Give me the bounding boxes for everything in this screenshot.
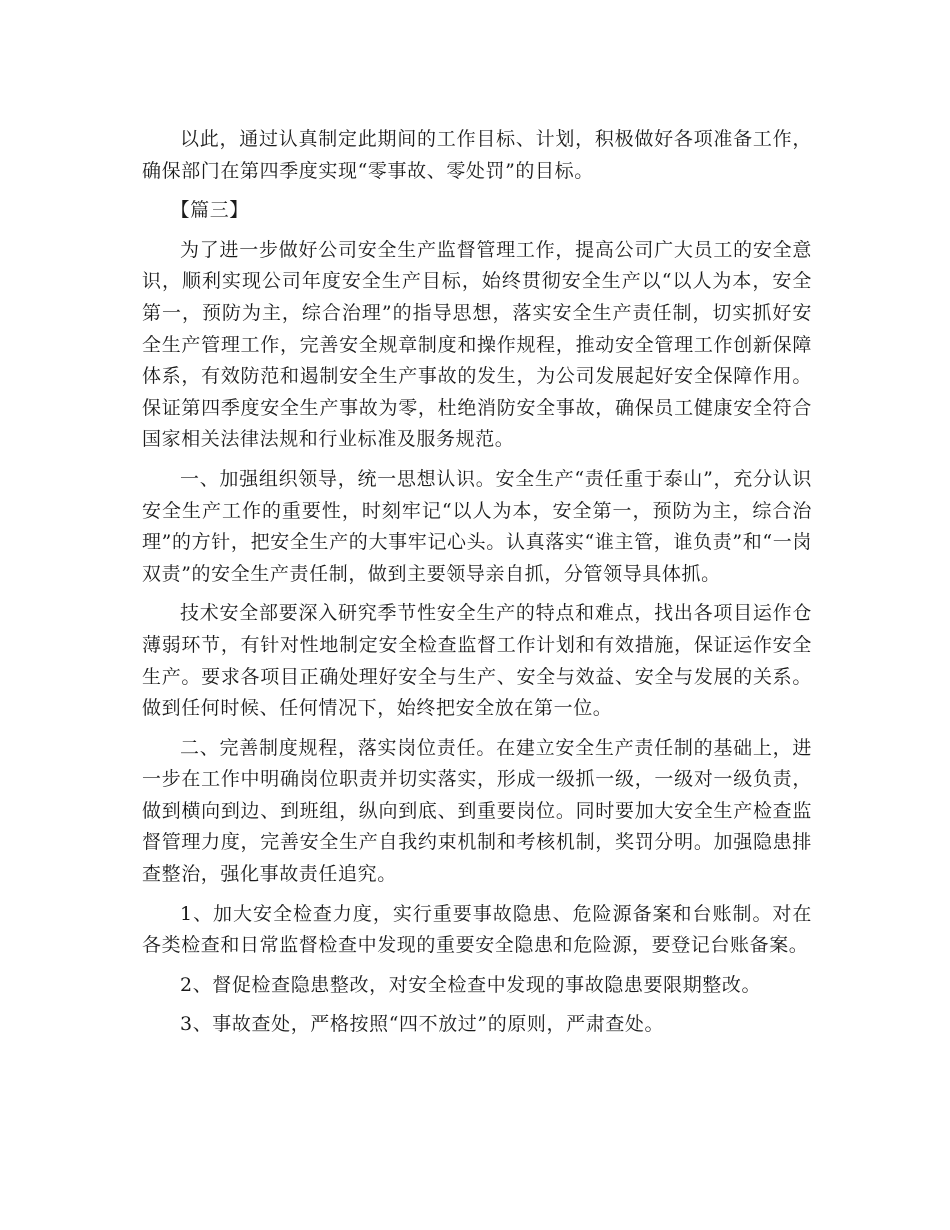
paragraph-intro: 以此，通过认真制定此期间的工作目标、计划，积极做好各项准备工作，确保部门在第四季度实现“零事故、零处罚”的目标。 — [142, 128, 812, 182]
paragraph-purpose: 为了进一步做好公司安全生产监督管理工作，提高公司广大员工的安全意识，顺利实现公司年度安全生产目标，始终贯彻安全生产以“以人为本，安全第一，预防为主，综合治理”的指导思想，落实安全生产责任制，切实抓好安全生产管理工作，完善安全规章制度和操作规程，推动安全管理工作创新保障体系，有效防范和遏制安全生产事故的发生，为公司发展起好安全保障作用。保证第四季度安全生产事故为零，杜绝消防安全事故，确保员工健康安全符合国家相关法律法规和行业标准及服务规范。 — [142, 238, 812, 451]
document-page — [142, 124, 812, 1049]
paragraph-item-2: 二、完善制度规程，落实岗位责任。在建立安全生产责任制的基础上，进一步在工作中明确岗位职责并切实落实，形成一级抓一级，一级对一级负责，做到横向到边、到班组，纵向到底、到重要岗位。同时要加大安全生产检查监督管理力度，完善安全生产自我约束机制和考核机制，奖罚分明。加强隐患排查整治，强化事故责任追究。 — [142, 736, 812, 886]
paragraph-sub-1: 1、加大安全检查力度，实行重要事故隐患、危险源备案和台账制。对在各类检查和日常监督检查中发现的重要安全隐患和危险源，要登记台账备案。 — [142, 902, 812, 957]
paragraph-sub-2: 2、督促检查隐患整改，对安全检查中发现的事故隐患要限期整改。 — [180, 973, 762, 996]
section-heading: 【篇三】 — [170, 199, 249, 222]
paragraph-sub-3: 3、事故查处，严格按照“四不放过”的原则，严肃查处。 — [180, 1013, 665, 1036]
paragraph-item-1: 一、加强组织领导，统一思想认识。安全生产“责任重于泰山”，充分认识安全生产工作的重要性，时刻牢记“以人为本，安全第一，预防为主，综合治理”的方针，把安全生产的大事牢记心头。认真落实“谁主管，谁负责”和“一岗双责”的安全生产责任制，做到主要领导亲自抓，分管领导具体抓。 — [142, 467, 812, 585]
paragraph-tech-dept: 技术安全部要深入研究季节性安全生产的特点和难点，找出各项目运作仓薄弱环节，有针对性地制定安全检查监督工作计划和有效措施，保证运作安全生产。要求各项目正确处理好安全与生产、安全与效益、安全与发展的关系。做到任何时候、任何情况下，始终把安全放在第一位。 — [142, 602, 812, 720]
